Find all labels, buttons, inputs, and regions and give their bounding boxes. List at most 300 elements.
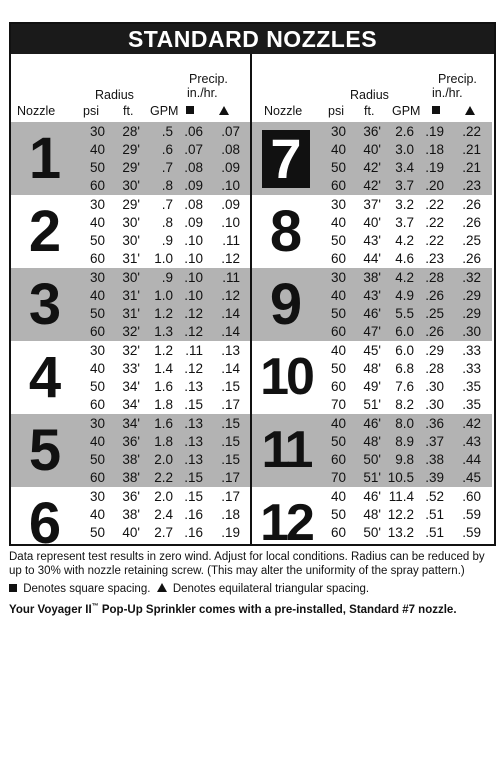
radius-value: 30' xyxy=(122,215,140,230)
spacing-legend xyxy=(9,582,493,596)
table-row xyxy=(252,196,492,214)
table-row xyxy=(252,451,492,469)
table-row xyxy=(252,506,492,524)
triangle-precip-value: .18 xyxy=(221,507,240,522)
gpm-value: 1.2 xyxy=(154,306,173,321)
radius-value: 48' xyxy=(363,507,381,522)
psi-value: 50 xyxy=(89,160,105,175)
radius-value: 33' xyxy=(122,361,140,376)
square-precip-value: .23 xyxy=(425,251,444,266)
radius-value: 34' xyxy=(122,379,140,394)
triangle-precip-value: .15 xyxy=(221,452,240,467)
psi-value: 60 xyxy=(89,397,105,412)
psi-value: 40 xyxy=(330,215,346,230)
psi-value: 30 xyxy=(89,343,105,358)
header-psi: psi xyxy=(328,104,344,118)
gpm-value: 11.4 xyxy=(388,489,414,504)
nozzle-number: 3 xyxy=(28,272,62,337)
psi-value: 40 xyxy=(330,343,346,358)
table-row xyxy=(11,433,251,451)
psi-value: 50 xyxy=(89,233,105,248)
gpm-value: 6.0 xyxy=(395,324,414,339)
gpm-value: 1.3 xyxy=(154,324,173,339)
radius-value: 34' xyxy=(122,416,140,431)
table-row xyxy=(252,214,492,232)
triangle-precip-value: .33 xyxy=(462,343,481,358)
triangle-precip-value xyxy=(210,542,240,546)
psi-value: 30 xyxy=(89,197,105,212)
psi-value: 60 xyxy=(330,525,346,540)
table-row xyxy=(252,342,492,360)
square-precip-value: .19 xyxy=(425,160,444,175)
table-row xyxy=(11,342,251,360)
triangle-precip-value: .09 xyxy=(221,197,240,212)
gpm-value: 4.2 xyxy=(395,233,414,248)
psi-value: 50 xyxy=(330,361,346,376)
gpm-value: 1.2 xyxy=(154,343,173,358)
gpm-value: 1.8 xyxy=(154,434,173,449)
psi-value: 60 xyxy=(330,178,346,193)
table-row xyxy=(252,269,492,287)
square-precip-value: .20 xyxy=(425,178,444,193)
gpm-value: .7 xyxy=(161,160,173,175)
gpm-value: 3.7 xyxy=(395,178,414,193)
radius-value: 38' xyxy=(363,270,381,285)
table-row xyxy=(11,250,251,268)
table-row xyxy=(11,159,251,177)
square-precip-value: .15 xyxy=(184,470,203,485)
header-ft: ft. xyxy=(364,104,375,118)
radius-value: 46' xyxy=(363,416,381,431)
psi-value: 50 xyxy=(89,452,105,467)
triangle-precip-value: .60 xyxy=(462,489,481,504)
gpm-value: 4.9 xyxy=(395,288,414,303)
triangle-precip-value: .21 xyxy=(462,142,481,157)
right-table xyxy=(252,54,492,544)
square-precip-value: .10 xyxy=(184,288,203,303)
triangle-precip-value: .07 xyxy=(221,124,240,139)
triangle-precip-value: .10 xyxy=(221,215,240,230)
radius-value: 30' xyxy=(122,270,140,285)
square-precip-value: .30 xyxy=(425,379,444,394)
nozzle-group-2 xyxy=(11,195,251,268)
radius-value: 34' xyxy=(122,397,140,412)
right-groups xyxy=(252,122,492,546)
psi-value: 30 xyxy=(330,270,346,285)
table-row xyxy=(252,123,492,141)
table-row xyxy=(11,469,251,487)
triangle-precip-value: .11 xyxy=(222,233,240,248)
square-precip-value: .22 xyxy=(425,233,444,248)
triangle-precip-value: .29 xyxy=(462,288,481,303)
triangle-precip-value: .15 xyxy=(221,434,240,449)
square-precip-value: .18 xyxy=(425,142,444,157)
radius-value: 48' xyxy=(363,434,381,449)
voyager-note xyxy=(9,600,493,617)
square-precip-value: .12 xyxy=(184,306,203,321)
table-row xyxy=(252,323,492,341)
nozzle-number: 9 xyxy=(269,272,303,337)
gpm-value: 4.6 xyxy=(395,251,414,266)
square-precip-value: .15 xyxy=(184,397,203,412)
square-precip-value: .13 xyxy=(184,379,203,394)
nozzle-group-5 xyxy=(11,414,251,487)
table-row xyxy=(252,177,492,195)
header-precip: Precip. xyxy=(189,72,228,86)
table-row xyxy=(252,415,492,433)
header-precip: Precip. xyxy=(438,72,477,86)
triangle-precip-value: .45 xyxy=(462,470,481,485)
triangle-precip-value: .29 xyxy=(462,306,481,321)
triangle-precip-value: .30 xyxy=(462,324,481,339)
table-row xyxy=(252,250,492,268)
table-row xyxy=(11,506,251,524)
square-precip-value: .13 xyxy=(184,452,203,467)
radius-value: 29' xyxy=(122,197,140,212)
triangle-precip-value: .26 xyxy=(462,251,481,266)
gpm-value: 7.6 xyxy=(395,379,414,394)
square-precip-value: .15 xyxy=(184,489,203,504)
table-row xyxy=(252,488,492,506)
nozzle-number: 10 xyxy=(260,348,312,406)
triangle-precip-value: .59 xyxy=(462,525,481,540)
square-precip-value: .19 xyxy=(425,124,444,139)
gpm-value: .8 xyxy=(161,178,173,193)
psi-value: 40 xyxy=(330,416,346,431)
psi-value: 40 xyxy=(330,489,346,504)
psi-value: 60 xyxy=(89,251,105,266)
voyager-note-end: Pop-Up Sprinkler comes with a pre-installed, Standard #7 nozzle. xyxy=(98,603,457,616)
gpm-value: 1.6 xyxy=(154,416,173,431)
radius-value xyxy=(109,542,140,546)
right-table-header xyxy=(252,54,492,122)
gpm-value: 2.7 xyxy=(154,525,173,540)
table-row xyxy=(252,287,492,305)
radius-value: 49' xyxy=(363,379,381,394)
square-precip-value: .09 xyxy=(184,215,203,230)
radius-value: 46' xyxy=(363,489,381,504)
gpm-value: 3.4 xyxy=(395,160,414,175)
radius-value: 40' xyxy=(363,215,381,230)
psi-value: 30 xyxy=(89,416,105,431)
square-spacing-icon xyxy=(9,584,17,592)
square-precip-value: .10 xyxy=(184,233,203,248)
square-precip-value: .28 xyxy=(425,361,444,376)
nozzle-number: 6 xyxy=(28,491,62,546)
table-row xyxy=(11,196,251,214)
radius-value: 38' xyxy=(122,470,140,485)
radius-value: 37' xyxy=(363,197,381,212)
nozzle-number: 5 xyxy=(28,418,62,483)
triangle-precip-value: .21 xyxy=(462,160,481,175)
gpm-value: 4.2 xyxy=(395,270,414,285)
voyager-note-start: Your Voyager II xyxy=(9,603,92,616)
table-title: STANDARD NOZZLES xyxy=(11,24,494,54)
triangle-precip-value: .26 xyxy=(462,197,481,212)
square-precip-value: .51 xyxy=(425,525,444,540)
square-precip-value: .13 xyxy=(184,434,203,449)
psi-value: 50 xyxy=(89,525,105,540)
table-row xyxy=(11,287,251,305)
psi-value: 40 xyxy=(89,142,105,157)
square-precip-value: .51 xyxy=(425,507,444,522)
psi-value: 60 xyxy=(330,379,346,394)
square-precip-value: .12 xyxy=(184,361,203,376)
square-precip-value: .37 xyxy=(425,434,444,449)
nozzle-group-9 xyxy=(252,268,492,341)
psi-value: 40 xyxy=(89,215,105,230)
gpm-value: .9 xyxy=(161,270,173,285)
triangle-precip-value: .26 xyxy=(462,215,481,230)
psi-value: 40 xyxy=(330,142,346,157)
table-row xyxy=(11,214,251,232)
triangle-precip-value: .59 xyxy=(462,507,481,522)
nozzle-group-7 xyxy=(252,122,492,195)
header-precip-units: in./hr. xyxy=(432,86,463,100)
triangle-precip-value: .13 xyxy=(221,343,240,358)
radius-value: 32' xyxy=(122,343,140,358)
triangle-precip-value: .14 xyxy=(221,361,240,376)
triangle-precip-value: .33 xyxy=(462,361,481,376)
square-precip-value: .26 xyxy=(425,288,444,303)
triangle-precip-value: .19 xyxy=(221,525,240,540)
square-precip-value: .30 xyxy=(425,397,444,412)
psi-value: 40 xyxy=(89,361,105,376)
gpm-value: 9.8 xyxy=(395,452,414,467)
gpm-value: 1.8 xyxy=(154,397,173,412)
triangle-precip-value: .17 xyxy=(221,397,240,412)
table-row xyxy=(252,542,492,546)
square-precip-value: .10 xyxy=(184,251,203,266)
square-precip-value: .16 xyxy=(184,507,203,522)
triangle-precip-value: .22 xyxy=(462,124,481,139)
square-precip-value: .12 xyxy=(184,324,203,339)
gpm-value: .8 xyxy=(161,215,173,230)
triangle-precip-value: .10 xyxy=(221,178,240,193)
radius-value: 50' xyxy=(363,525,381,540)
triangle-precip-value xyxy=(451,542,481,546)
gpm-value: .7 xyxy=(161,197,173,212)
square-precip-value: .26 xyxy=(425,324,444,339)
triangle-spacing-icon xyxy=(157,583,167,592)
header-radius: Radius xyxy=(350,88,389,102)
radius-value: 30' xyxy=(122,178,140,193)
nozzle-tables xyxy=(11,54,494,544)
header-ft: ft. xyxy=(123,104,134,118)
nozzle-group-11 xyxy=(252,414,492,487)
radius-value: 43' xyxy=(363,288,381,303)
square-precip-value: .28 xyxy=(425,270,444,285)
square-precip-value: .22 xyxy=(425,197,444,212)
triangle-precip-value: .12 xyxy=(221,288,240,303)
radius-value: 38' xyxy=(122,452,140,467)
radius-value: 51' xyxy=(363,470,381,485)
nozzle-number: 2 xyxy=(28,199,62,264)
square-precip-value: .16 xyxy=(184,525,203,540)
radius-value: 51' xyxy=(363,397,381,412)
header-radius: Radius xyxy=(95,88,134,102)
triangle-precip-value: .11 xyxy=(222,270,240,285)
psi-value: 50 xyxy=(330,306,346,321)
square-precip-value: .11 xyxy=(185,343,203,358)
triangle-precip-value: .43 xyxy=(462,434,481,449)
triangle-precip-value: .17 xyxy=(221,470,240,485)
table-row xyxy=(11,524,251,542)
gpm-value: 2.4 xyxy=(154,507,173,522)
nozzle-number: 12 xyxy=(260,494,312,546)
triangle-precip-value: .14 xyxy=(221,306,240,321)
gpm-value: 3.7 xyxy=(395,215,414,230)
triangle-precip-value: .15 xyxy=(221,379,240,394)
square-precip-value: .29 xyxy=(425,343,444,358)
nozzle-group-6 xyxy=(11,487,251,546)
table-row xyxy=(11,396,251,414)
square-precip-value: .13 xyxy=(184,416,203,431)
gpm-value: 2.2 xyxy=(154,470,173,485)
radius-value: 48' xyxy=(363,361,381,376)
nozzle-number: 7 xyxy=(262,130,310,188)
table-row xyxy=(11,488,251,506)
gpm-value: 1.0 xyxy=(154,288,173,303)
triangle-precip-value: .08 xyxy=(221,142,240,157)
square-precip-value: .38 xyxy=(425,452,444,467)
gpm-value: 1.4 xyxy=(154,361,173,376)
footnotes xyxy=(9,550,493,621)
gpm-value: 2.0 xyxy=(154,489,173,504)
square-precip-value: .08 xyxy=(184,160,203,175)
psi-value: 30 xyxy=(330,124,346,139)
triangle-precip-value: .17 xyxy=(221,489,240,504)
psi-value: 30 xyxy=(330,197,346,212)
gpm-value: 3.0 xyxy=(395,142,414,157)
psi-value: 70 xyxy=(330,470,346,485)
radius-value: 42' xyxy=(363,178,381,193)
triangle-precip-value: .23 xyxy=(462,178,481,193)
gpm-value: 5.5 xyxy=(395,306,414,321)
table-row xyxy=(252,433,492,451)
table-row xyxy=(252,141,492,159)
radius-value: 36' xyxy=(122,434,140,449)
left-table xyxy=(11,54,251,544)
psi-value: 40 xyxy=(89,507,105,522)
radius-value: 28' xyxy=(122,124,140,139)
psi-value: 50 xyxy=(330,160,346,175)
radius-value: 40' xyxy=(122,525,140,540)
table-row xyxy=(11,323,251,341)
square-precip-value: .39 xyxy=(425,470,444,485)
nozzle-group-3 xyxy=(11,268,251,341)
left-table-header xyxy=(11,54,251,122)
radius-value: 44' xyxy=(363,251,381,266)
radius-value: 31' xyxy=(122,251,140,266)
table-row xyxy=(252,524,492,542)
square-precip-value: .07 xyxy=(184,142,203,157)
table-row xyxy=(252,378,492,396)
table-row xyxy=(11,269,251,287)
table-row xyxy=(252,232,492,250)
triangle-precip-value: .09 xyxy=(221,160,240,175)
radius-value: 46' xyxy=(363,306,381,321)
triangle-precip-value: .42 xyxy=(462,416,481,431)
gpm-value: 6.0 xyxy=(395,343,414,358)
nozzle-number: 8 xyxy=(269,199,303,264)
table-row xyxy=(11,360,251,378)
square-precip-value: .25 xyxy=(425,306,444,321)
radius-value: 38' xyxy=(122,507,140,522)
psi-value: 70 xyxy=(330,397,346,412)
table-row xyxy=(11,451,251,469)
triangle-precip-value: .12 xyxy=(221,251,240,266)
triangle-precip-value: .44 xyxy=(462,452,481,467)
gpm-value: 1.6 xyxy=(154,379,173,394)
nozzle-number: 4 xyxy=(28,345,62,410)
nozzle-group-12 xyxy=(252,487,492,546)
nozzle-group-10 xyxy=(252,341,492,414)
radius-value: 31' xyxy=(122,306,140,321)
header-nozzle: Nozzle xyxy=(264,104,303,118)
nozzle-table-panel xyxy=(9,22,496,546)
nozzle-number: 11 xyxy=(261,421,311,479)
radius-value: 30' xyxy=(122,233,140,248)
radius-value: 50' xyxy=(363,452,381,467)
psi-value: 40 xyxy=(89,288,105,303)
header-gpm: GPM xyxy=(150,104,179,118)
triangle-precip-value: .35 xyxy=(462,397,481,412)
psi-value: 60 xyxy=(89,324,105,339)
gpm-value: 6.8 xyxy=(395,361,414,376)
table-row xyxy=(11,378,251,396)
table-row xyxy=(252,469,492,487)
trademark-symbol: ™ xyxy=(91,603,99,610)
psi-value: 60 xyxy=(330,251,346,266)
nozzle-group-1 xyxy=(11,122,251,195)
psi-value: 30 xyxy=(89,124,105,139)
triangle-precip-value: .35 xyxy=(462,379,481,394)
gpm-value: 8.2 xyxy=(395,397,414,412)
square-precip-value xyxy=(175,542,203,546)
nozzle-group-8 xyxy=(252,195,492,268)
left-groups xyxy=(11,122,251,546)
radius-value: 43' xyxy=(363,233,381,248)
triangle-precip-value: .15 xyxy=(221,416,240,431)
table-row xyxy=(252,396,492,414)
square-precip-value: .52 xyxy=(425,489,444,504)
psi-value: 40 xyxy=(89,434,105,449)
table-row xyxy=(252,360,492,378)
gpm-value xyxy=(143,542,173,546)
radius-value: 45' xyxy=(363,343,381,358)
radius-value: 36' xyxy=(363,124,381,139)
gpm-value: 8.9 xyxy=(395,434,414,449)
psi-value: 30 xyxy=(89,270,105,285)
header-precip-units: in./hr. xyxy=(187,86,218,100)
gpm-value: 10.5 xyxy=(387,470,414,485)
radius-value: 47' xyxy=(363,324,381,339)
triangle-precip-value: .25 xyxy=(462,233,481,248)
psi-value: 50 xyxy=(89,306,105,321)
gpm-value: 2.0 xyxy=(154,452,173,467)
nozzle-number: 1 xyxy=(28,126,62,191)
psi-value: 40 xyxy=(330,288,346,303)
square-spacing-label: Denotes square spacing. xyxy=(23,583,151,595)
header-psi: psi xyxy=(83,104,99,118)
psi-value: 60 xyxy=(89,178,105,193)
psi-value xyxy=(79,542,105,546)
square-precip-value: .08 xyxy=(184,197,203,212)
table-row xyxy=(11,542,251,546)
table-row xyxy=(11,305,251,323)
radius-value: 31' xyxy=(122,288,140,303)
